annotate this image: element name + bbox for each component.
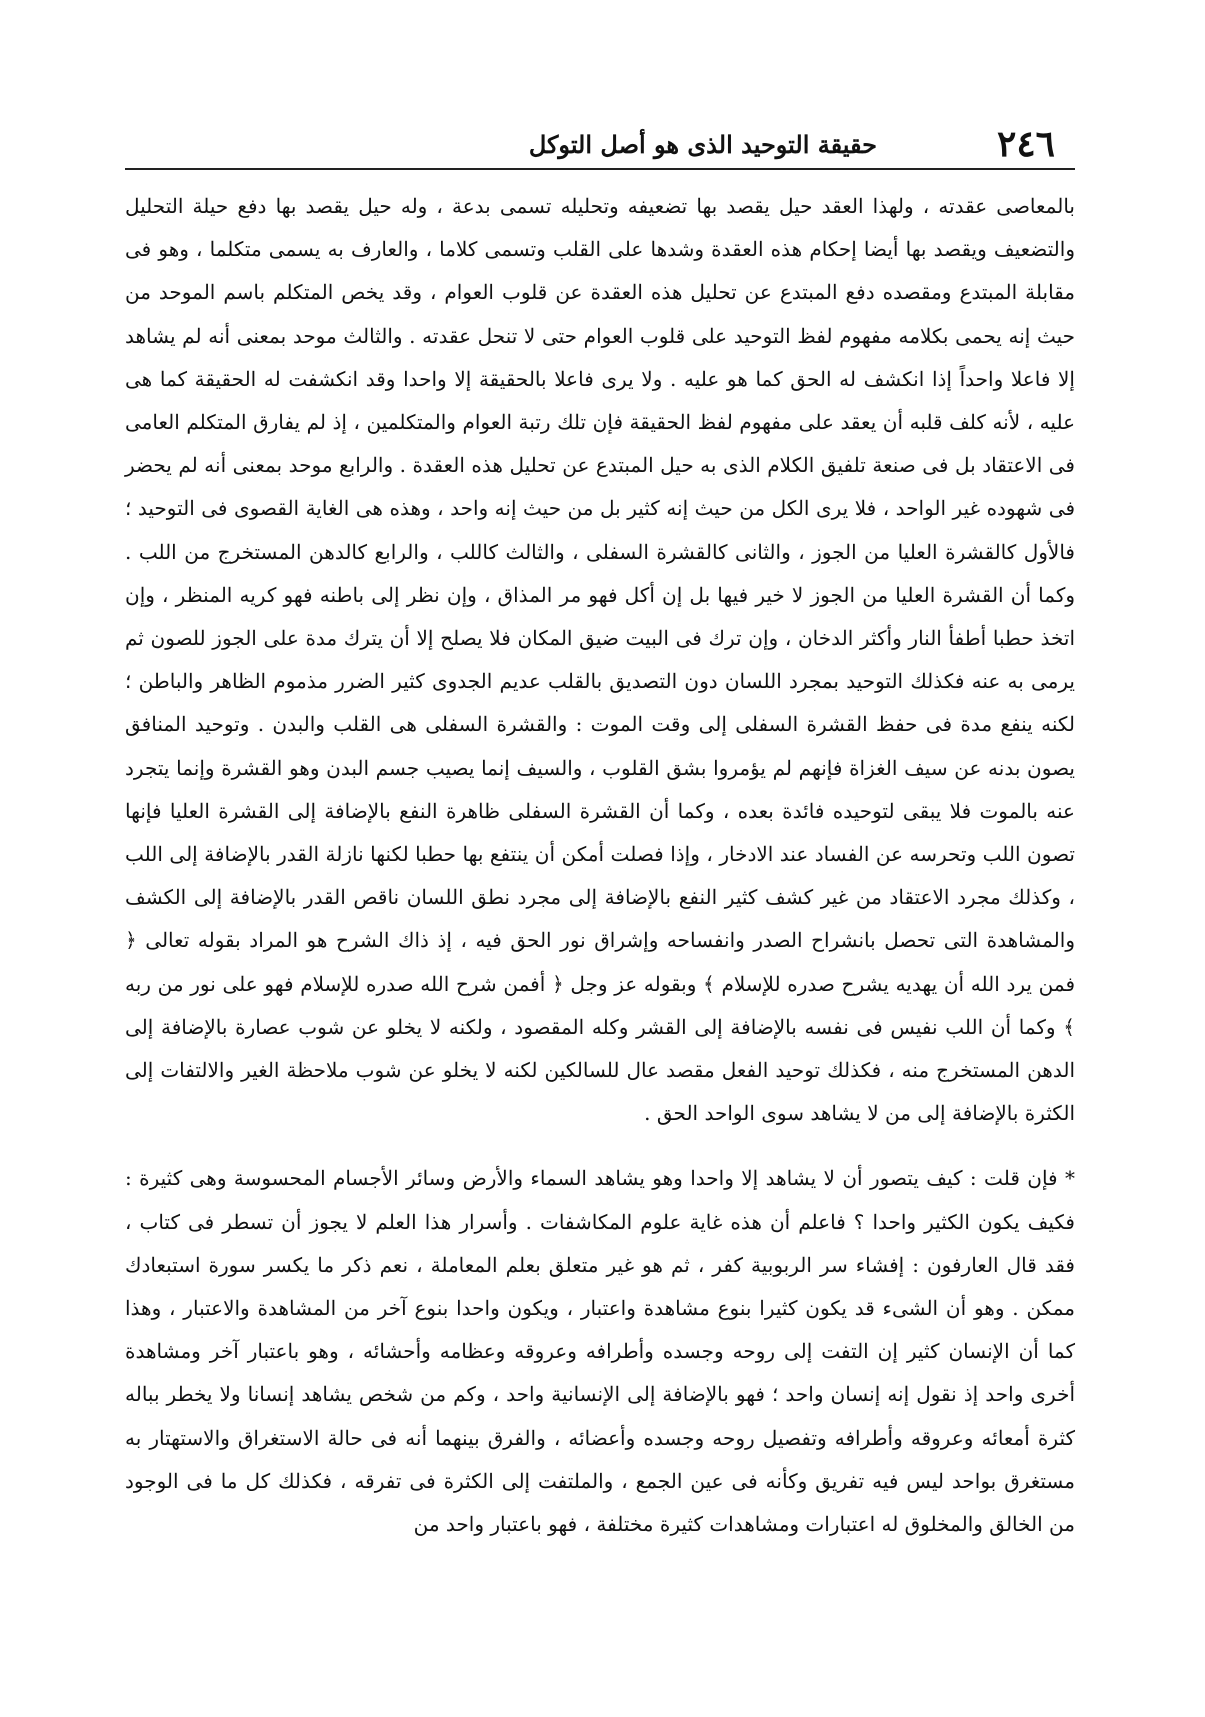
page-number: ٢٤٦ [996,123,1055,165]
page-body [125,185,1075,1546]
running-title: حقيقة التوحيد الذى هو أصل التوكل [528,129,877,159]
header-divider [125,168,1075,170]
body-paragraph: * فإن قلت : كيف يتصور أن لا يشاهد إلا واحدا وهو يشاهد السماء والأرض وسائر الأجسام المحسوسة وهى كثيرة : فكيف يكون الكثير واحدا ؟ فاعلم أن هذه غاية علوم المكاشفات . وأسرار هذا العلم لا يجوز أن تسطر فى كتاب ، فقد قال العارفون : إفشاء سر الربوبية كفر ، ثم هو غير متعلق بعلم المعاملة ، نعم ذكر ما يكسر سورة استبعادك ممكن . وهو أن الشىء قد يكون كثيرا بنوع مشاهدة واعتبار ، ويكون واحدا بنوع آخر من المشاهدة والاعتبار ، وهذا كما أن الإنسان كثير إن التفت إلى روحه وجسده وأطرافه وعروقه وعظامه وأحشائه ، وهو باعتبار آخر ومشاهدة أخرى واحد إذ نقول إنه إنسان واحد ؛ فهو بالإضافة إلى الإنسانية واحد ، وكم من شخص يشاهد إنسانا ولا يخطر بباله كثرة أمعائه وعروقه وأطرافه وتفصيل روحه وجسده وأعضائه ، والفرق بينهما أنه فى حالة الاستغراق والاستهتار به مستغرق بواحد ليس فيه تفريق وكأنه فى عين الجمع ، والملتفت إلى الكثرة فى تفرقه ، فكذلك كل ما فى الوجود من الخالق والمخلوق له اعتبارات ومشاهدات كثيرة مختلفة ، فهو باعتبار واحد من [125,1166,1075,1537]
body-paragraph: بالمعاصى عقدته ، ولهذا العقد حيل يقصد بها تضعيفه وتحليله تسمى بدعة ، وله حيل يقصد بها دفع حيلة التحليل والتضعيف ويقصد بها أيضا إحكام هذه العقدة وشدها على القلب وتسمى كلاما ، والعارف به يسمى متكلما ، وهو فى مقابلة المبتدع ومقصده دفع المبتدع عن تحليل هذه العقدة عن قلوب العوام ، وقد يخص المتكلم باسم الموحد من حيث إنه يحمى بكلامه مفهوم لفظ التوحيد على قلوب العوام حتى لا تنحل عقدته . والثالث موحد بمعنى أنه لم يشاهد إلا فاعلا واحداً إذا انكشف له الحق كما هو عليه . ولا يرى فاعلا بالحقيقة إلا واحدا وقد انكشفت له الحقيقة كما هى عليه ، لأنه كلف قلبه أن يعقد على مفهوم لفظ الحقيقة فإن تلك رتبة العوام والمتكلمين ، إذ لم يفارق المتكلم العامى فى الاعتقاد بل فى صنعة تلفيق الكلام الذى به حيل المبتدع عن تحليل هذه العقدة . والرابع موحد بمعنى أنه لم يحضر فى شهوده غير الواحد ، فلا يرى الكل من حيث إنه كثير بل من حيث إنه واحد ، وهذه هى الغاية القصوى فى التوحيد ؛ فالأول كالقشرة العليا من الجوز ، والثانى كالقشرة السفلى ، والثالث كاللب ، والرابع كالدهن المستخرج من اللب . وكما أن القشرة العليا من الجوز لا خير فيها بل إن أكل فهو مر المذاق ، وإن نظر إلى باطنه فهو كريه المنظر ، وإن اتخذ حطبا أطفأ النار وأكثر الدخان ، وإن ترك فى البيت ضيق المكان فلا يصلح إلا أن يترك مدة على الجوز للصون ثم يرمى به عنه فكذلك التوحيد بمجرد اللسان دون التصديق بالقلب عديم الجدوى كثير الضرر مذموم الظاهر والباطن ؛ لكنه ينفع مدة فى حفظ القشرة السفلى إلى وقت الموت : والقشرة السفلى هى القلب والبدن . وتوحيد المنافق يصون بدنه عن سيف الغزاة فإنهم لم يؤمروا بشق القلوب ، والسيف إنما يصيب جسم البدن وهو القشرة وإنما يتجرد عنه بالموت فلا يبقى لتوحيده فائدة بعده ، وكما أن القشرة السفلى ظاهرة النفع بالإضافة إلى القشرة العليا فإنها تصون اللب وتحرسه عن الفساد عند الادخار ، وإذا فصلت أمكن أن ينتفع بها حطبا لكنها نازلة القدر بالإضافة إلى اللب ، وكذلك مجرد الاعتقاد من غير كشف كثير النفع بالإضافة إلى مجرد نطق اللسان ناقص القدر بالإضافة إلى الكشف والمشاهدة التى تحصل بانشراح الصدر وانفساحه وإشراق نور الحق فيه ، إذ ذاك الشرح هو المراد بقوله تعالى ﴿ فمن يرد الله أن يهديه يشرح صدره للإسلام ﴾ وبقوله عز وجل ﴿ أفمن شرح الله صدره للإسلام فهو على نور من ربه ﴾ وكما أن اللب نفيس فى نفسه بالإضافة إلى القشر وكله المقصود ، ولكنه لا يخلو عن شوب عصارة بالإضافة إلى الدهن المستخرج منه ، فكذلك توحيد الفعل مقصد عال للسالكين لكنه لا يخلو عن شوب ملاحظة الغير والالتفات إلى الكثرة بالإضافة إلى من لا يشاهد سوى الواحد الحق . [125,194,1075,1126]
page-header [150,118,1055,170]
